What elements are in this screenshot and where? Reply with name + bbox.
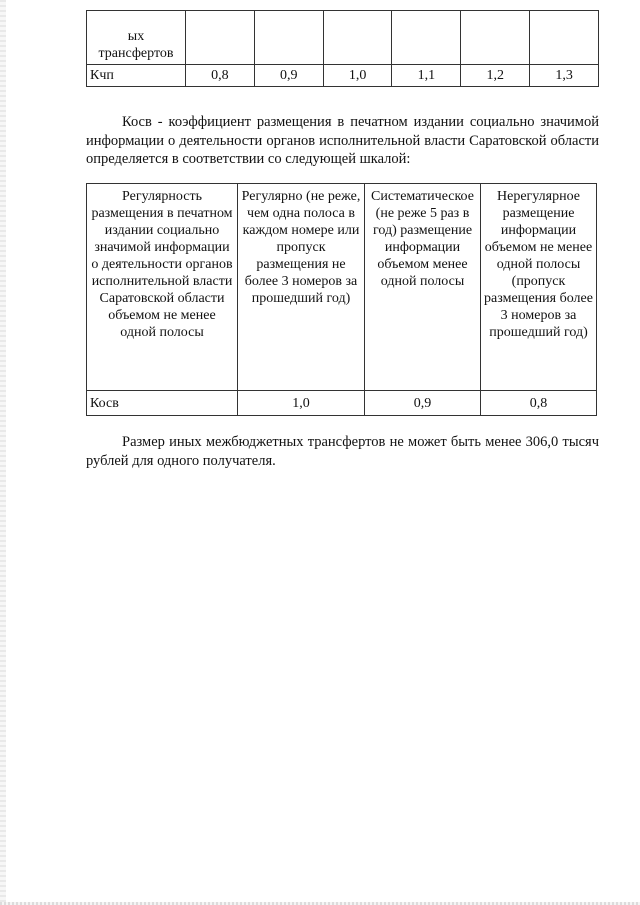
row-label-line2: трансфертов <box>98 46 174 61</box>
row-label-line1: ых <box>127 29 145 44</box>
coefficient-table-kosv <box>86 183 597 416</box>
table-row <box>87 11 599 65</box>
kchp-value: 1,1 <box>392 65 461 87</box>
table-cell <box>461 11 530 65</box>
table-cell <box>530 11 599 65</box>
kchp-value: 1,2 <box>461 65 530 87</box>
table-cell <box>392 11 461 65</box>
kosv-value: 0,8 <box>481 391 597 416</box>
paragraph-kosv-definition: Косв - коэффициент размещения в печатном издании социально значимой информации о деятельности органов исполнительной власти Саратовской области определяется в соответствии со следующей шкалой: <box>86 114 599 167</box>
kosv-value: 1,0 <box>238 391 365 416</box>
paragraph-transfer-size: Размер иных межбюджетных трансфертов не может быть менее 306,0 тысяч рублей для одного получателя. <box>86 434 599 469</box>
kosv-value: 0,9 <box>365 391 481 416</box>
header-cell-regular: Регулярно (не реже, чем одна полоса в каждом номере или пропуск размещения не более 3 номеров за прошедший год) <box>238 184 365 391</box>
table-cell <box>254 11 323 65</box>
kchp-label: Кчп <box>87 65 186 87</box>
coefficient-table-kchp <box>86 10 599 87</box>
table-row <box>87 65 599 87</box>
table-cell-label <box>87 11 186 65</box>
header-cell-systematic: Систематическое (не реже 5 раз в год) размещение информации объемом менее одной полосы <box>365 184 481 391</box>
table-cell <box>186 11 255 65</box>
header-cell-regularity: Регулярность размещения в печатном издании социально значимой информации о деятельности органов исполнительной власти Саратовской области объемом не менее одной полосы <box>87 184 238 391</box>
kchp-value: 1,0 <box>323 65 392 87</box>
kchp-value: 0,8 <box>186 65 255 87</box>
kchp-value: 0,9 <box>254 65 323 87</box>
kchp-value: 1,3 <box>530 65 599 87</box>
table-row <box>87 391 597 416</box>
scan-left-edge <box>0 0 6 905</box>
table-cell <box>323 11 392 65</box>
header-cell-irregular: Нерегулярное размещение информации объемом не менее одной полосы (пропуск размещения более 3 номеров за прошедший год) <box>481 184 597 391</box>
table-header-row <box>87 184 597 391</box>
kosv-label: Косв <box>87 391 238 416</box>
